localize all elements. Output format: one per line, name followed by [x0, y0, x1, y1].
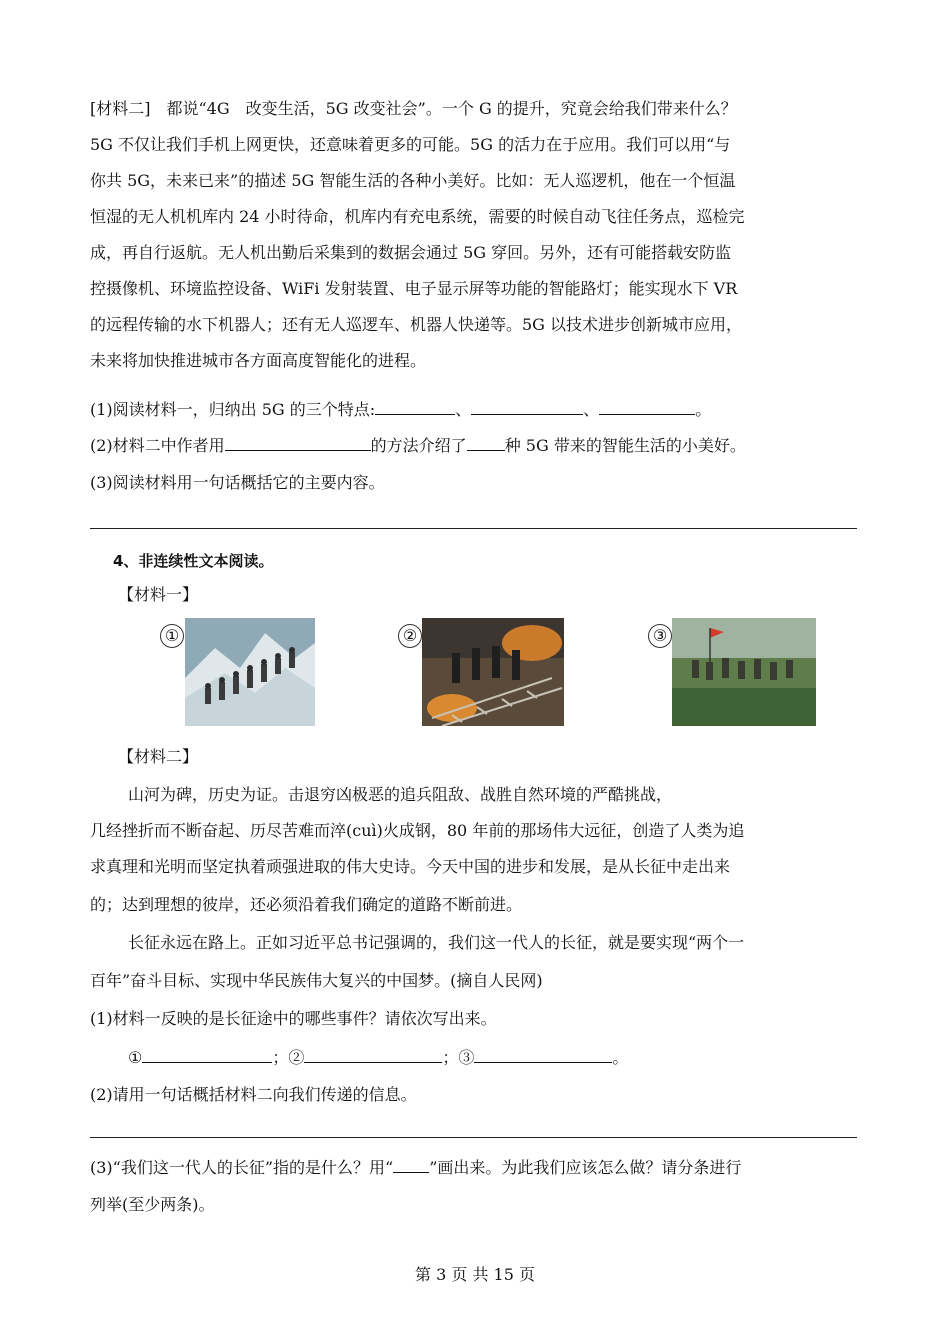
question-4-1: (1)材料一反映的是长征途中的哪些事件？请依次写出来。: [90, 1009, 497, 1028]
text-line: 长征永远在路上。正如习近平总书记强调的，我们这一代人的长征，就是要实现“两个一: [128, 933, 745, 952]
answer-blank[interactable]: [375, 398, 455, 415]
text-line: 百年”奋斗目标、实现中华民族伟大复兴的中国梦。(摘自人民网): [90, 971, 543, 990]
question-3-2: (2)材料二中作者用 的方法介绍了 种 5G 带来的智能生活的小美好。: [90, 436, 746, 455]
question-3-3: (3)阅读材料用一句话概括它的主要内容。: [90, 473, 385, 492]
page-footer: 第 3 页 共 15 页: [415, 1265, 535, 1284]
answer-blank[interactable]: [474, 1046, 612, 1063]
image-grassland: [648, 618, 818, 728]
text-line: 5G 不仅让我们手机上网更快，还意味着更多的可能。5G 的活力在于应用。我们可以用“与: [90, 135, 731, 154]
question-3-1: (1)阅读材料一，归纳出 5G 的三个特点: 、 、 。: [90, 400, 712, 419]
section-title: 4、非连续性文本阅读。: [113, 552, 274, 570]
text-line: 求真理和光明而坚定执着顽强进取的伟大史诗。今天中国的进步和发展，是从长征中走出来: [90, 857, 731, 876]
text-line: 恒湿的无人机机库内 24 小时待命，机库内有充电系统，需要的时候自动飞往任务点，巡检完: [90, 207, 745, 226]
material-label: 【材料二】: [118, 747, 199, 766]
text-line: [材料二] 都说“4G 改变生活，5G 改变社会”。一个 G 的提升，究竟会给我们带来什么？: [90, 99, 737, 118]
image-iron-bridge: [398, 618, 568, 728]
text-line: 未来将加快推进城市各方面高度智能化的进程。: [90, 351, 427, 370]
text-line: 的；达到理想的彼岸，还必须沿着我们确定的道路不断前进。: [90, 895, 523, 914]
image-snow-mountain: [160, 618, 320, 728]
number-circle: ③: [648, 624, 672, 648]
question-4-2: (2)请用一句话概括材料二向我们传递的信息。: [90, 1085, 417, 1104]
question-4-1-blanks: ① ；② ；③ 。: [128, 1048, 629, 1067]
text-line: 控摄像机、环境监控设备、WiFi 发射装置、电子显示屏等功能的智能路灯；能实现水下 VR: [90, 279, 738, 298]
question-4-3: (3)“我们这一代人的长征”指的是什么？用“ ”画出来。为此我们应该怎么做？请分条进行: [90, 1158, 742, 1177]
text-line: 的远程传输的水下机器人；还有无人巡逻车、机器人快递等。5G 以技术进步创新城市应用，: [90, 315, 743, 334]
material-label: 【材料一】: [118, 585, 199, 604]
underline-mark: [393, 1156, 429, 1173]
text-line: 你共 5G，未来已来”的描述 5G 智能生活的各种小美好。比如：无人巡逻机，他在一个恒温: [90, 171, 736, 190]
answer-blank[interactable]: [599, 398, 695, 415]
text-line: 成，再自行返航。无人机出勤后采集到的数据会通过 5G 穿回。另外，还有可能搭载安防监: [90, 243, 732, 262]
text-line: 几经挫折而不断奋起、历尽苦难而淬(cuì)火成钢，80 年前的那场伟大远征，创造了人类为追: [90, 821, 745, 840]
answer-blank[interactable]: [225, 434, 371, 451]
answer-blank[interactable]: [142, 1046, 272, 1063]
text-line: 山河为碑，历史为证。击退穷凶极恶的追兵阻敌、战胜自然环境的严酷挑战，: [128, 785, 673, 804]
question-4-3-cont: 列举(至少两条)。: [90, 1195, 215, 1214]
number-circle: ②: [398, 624, 422, 648]
answer-line[interactable]: [90, 1137, 857, 1138]
answer-line[interactable]: [90, 528, 857, 529]
number-circle: ①: [160, 624, 184, 648]
answer-blank[interactable]: [467, 434, 505, 451]
answer-blank[interactable]: [304, 1046, 442, 1063]
answer-blank[interactable]: [471, 398, 583, 415]
